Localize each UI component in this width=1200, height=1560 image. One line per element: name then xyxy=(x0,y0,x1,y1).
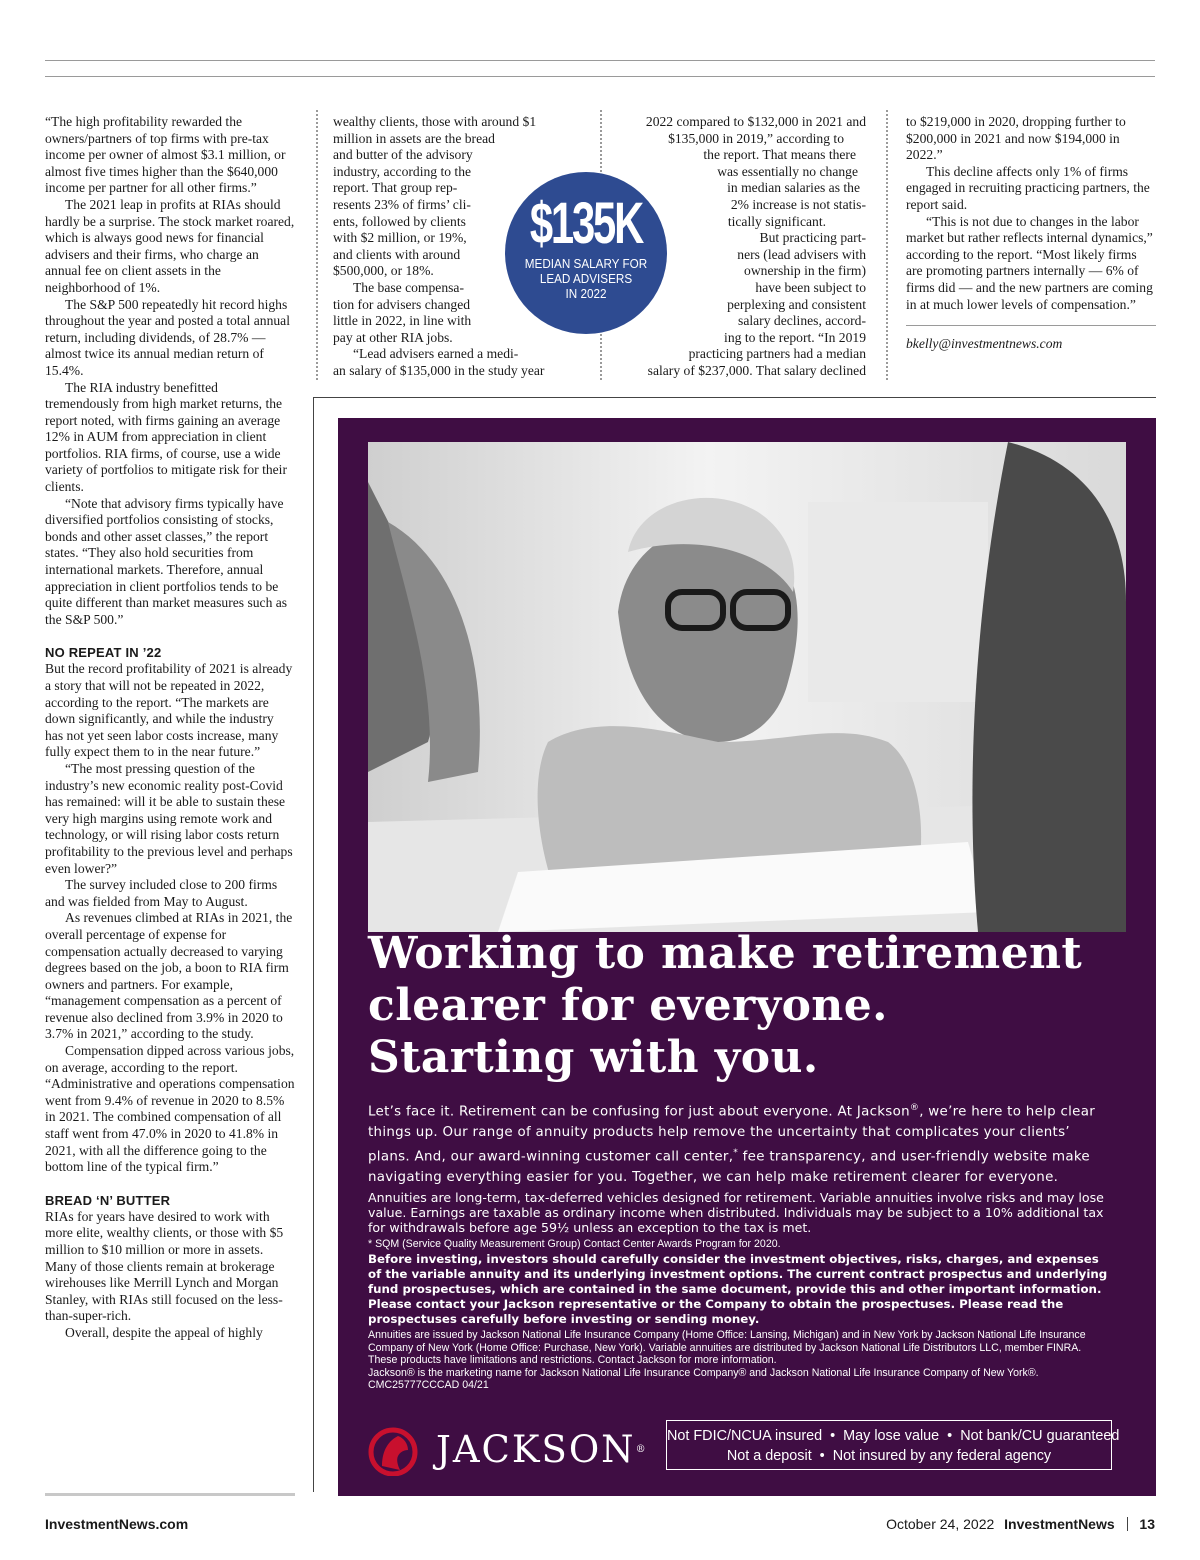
text-line: with $2 million, or 19%, xyxy=(333,230,467,246)
badge-caption: IN 2022 xyxy=(565,286,607,301)
registered-mark: ® xyxy=(909,1103,920,1113)
ad-body-text: fee transparency, and user-friendly website make navigating everything easier for you. Together, we can help make retirement clearer for everyone. xyxy=(368,1149,1090,1186)
advertisement-photo xyxy=(368,442,1126,932)
paragraph: Overall, despite the appeal of highly xyxy=(65,1324,263,1340)
footer-separator xyxy=(1127,1517,1128,1531)
page-number: 13 xyxy=(1139,1516,1155,1532)
paragraph: This decline affects only 1% of firms engaged in recruiting practicing partners, the report said. xyxy=(906,163,1150,212)
article-column-4 xyxy=(906,114,1156,353)
text-line: and butter of the advisory xyxy=(333,147,473,163)
disclosure-text: Annuities are long-term, tax-deferred vehicles designed for retirement. Variable annuities involve risks and may lose value. Earnings are taxable as ordinary income when distributed. Individuals may be subject to a 10% additional tax for withdrawals before age 59½ unless an exception to the tax is met. xyxy=(368,1190,1104,1236)
ad-headline-line: Working to make retirement xyxy=(368,928,1083,979)
paragraph: As revenues climbed at RIAs in 2021, the overall percentage of expense for compensation actually decreased to varying degrees based on the job, a boon to RIA firm owners and partners. For example, “management compensation as a percent of revenue also declined from 3.9% in 2020 to 3.7% in 2021,” according to the study. xyxy=(45,910,293,1042)
section-heading: NO REPEAT IN ’22 xyxy=(45,645,162,661)
text-line: have been subject to xyxy=(755,279,866,295)
brand-name-text: JACKSON xyxy=(436,1428,636,1471)
jackson-advertisement[interactable] xyxy=(338,418,1156,1496)
paragraph: The survey included close to 200 firms and was fielded from May to August. xyxy=(45,877,278,909)
text-line: salary declines, accord- xyxy=(738,313,866,329)
text-line: million in assets are the bread xyxy=(333,130,495,146)
insurance-notice-line: Not FDIC/NCUA insured • May lose value • Not bank/CU guaranteed xyxy=(667,1428,1120,1444)
jackson-logo[interactable] xyxy=(368,1426,668,1476)
text-line: ownership in the firm) xyxy=(744,263,866,279)
column-divider xyxy=(886,110,888,380)
fine-print: Jackson® is the marketing name for Jackson National Life Insurance Company® and Jackson National Life Insurance Company of New York®. xyxy=(368,1366,1039,1379)
insurance-notice-line: Not a deposit • Not insured by any federal agency xyxy=(726,1448,1052,1464)
ad-headline-line: clearer for everyone. xyxy=(368,980,888,1031)
text-line: tically significant. xyxy=(727,213,826,229)
text-line: industry, according to the xyxy=(333,163,472,179)
ad-disclosures xyxy=(368,1190,1108,1392)
advisor-photo-illustration xyxy=(368,442,1126,932)
badge-caption: MEDIAN SALARY FOR xyxy=(524,256,648,271)
paragraph: The 2021 leap in profits at RIAs should hardly be a surprise. The stock market roared, which is always good news for financial advisers and their firms, who charge an annual fee on client assets in the neighborhood of 1%. xyxy=(45,196,295,295)
ad-code: CMC25777CCCAD 04/21 xyxy=(368,1379,489,1392)
top-rule-2 xyxy=(45,76,1155,77)
text-line: perplexing and consistent xyxy=(727,296,866,312)
paragraph: The S&P 500 repeatedly hit record highs throughout the year and posted a total annual return, including dividends, of 28.7% — almost twice its annual median return of 15.4%. xyxy=(45,296,290,378)
ad-frame-left xyxy=(313,397,314,1492)
text-line: the report. That means there xyxy=(703,147,856,163)
ad-frame-top xyxy=(313,397,1156,398)
top-rule-1 xyxy=(45,60,1155,61)
footnote-marker: * xyxy=(733,1148,739,1159)
text-line: in median salaries as the xyxy=(727,180,860,196)
horse-head-icon xyxy=(368,1426,422,1476)
column-divider xyxy=(316,110,318,380)
text-line: practicing partners had a median xyxy=(688,346,866,362)
column-bottom-bar xyxy=(45,1493,295,1496)
paragraph: “The most pressing question of the industry’s new economic reality post-Covid has remained: will it be able to sustain these very high margins using remote work and technology, or will rising labor costs return profitability to the previous level and perhaps even lower?” xyxy=(45,760,293,876)
text-line: salary of $237,000. That salary declined xyxy=(647,362,866,378)
text-line: tion for advisers changed xyxy=(333,296,471,312)
paragraph: “The high profitability rewarded the owners/partners of top firms with pre-tax income per owner of almost $3.1 million, or almost five times higher than the $640,000 income per partner for all other firms.” xyxy=(45,114,286,196)
insurance-notice-box xyxy=(666,1420,1120,1470)
footer-publication: InvestmentNews xyxy=(1004,1516,1115,1532)
article-column-3 xyxy=(612,114,866,380)
paragraph: “This is not due to changes in the labor market but rather reflects internal dynamics,” according to the report. “Most likely firms are promoting partners internally — 6% of firms did — and the new partners are coming in at much lower levels of compensation.” xyxy=(906,213,1153,312)
ad-body-copy xyxy=(368,1098,1108,1189)
ad-headline-line: Starting with you. xyxy=(368,1032,819,1083)
paragraph: Compensation dipped across various jobs, on average, according to the report. “Administrative and operations compensation went from 9.4% of revenue in 2020 to 8.5% in 2021. The combined compensation of all staff went from 47.0% in 2020 to 41.8% in 2021, with all the difference going to the bottom line of the typical firm.” xyxy=(45,1043,295,1175)
article-column-1 xyxy=(45,114,295,1342)
text-line: was essentially no change xyxy=(717,163,858,179)
text-line: report. That group rep- xyxy=(333,180,458,196)
text-line: $500,000, or 18%. xyxy=(333,263,434,279)
badge-value: $135K xyxy=(529,191,643,256)
ad-headline xyxy=(368,928,1128,1084)
text-line: pay at other RIA jobs. xyxy=(333,329,453,345)
footer-date: October 24, 2022 xyxy=(886,1516,995,1532)
text-line: The base compensa- xyxy=(353,279,464,295)
ad-body-text: Let’s face it. Retirement can be confusing for just about everyone. At Jackson xyxy=(368,1104,910,1120)
text-line: ners (lead advisers with xyxy=(737,246,866,262)
paragraph: “Note that advisory firms typically have diversified portfolios consisting of stocks, bonds and other asset classes,” the report states. “They also hold securities from international markets. Therefore, annual appreciation in client portfolios tends to be quite different than market measures such as the S&P 500.” xyxy=(45,495,288,627)
author-email[interactable]: bkelly@investmentnews.com xyxy=(906,336,1063,352)
ad-body-text: , we’re here to help clear things up. Our range of annuity products help remove the uncertainty that complicates your clients’ plans. And, our award-winning customer call center, xyxy=(368,1104,1096,1165)
footer-site[interactable]: InvestmentNews.com xyxy=(45,1516,189,1532)
text-line: an salary of $135,000 in the study year xyxy=(333,362,545,378)
paragraph: The RIA industry benefitted tremendously from high market returns, the report noted, with firms gaining an average 12% in AUM from appreciation in client portfolios. RIA firms, of course, use a wide variety of portfolios to mitigate risk for their clients. xyxy=(45,379,287,495)
text-line: “Lead advisers earned a medi- xyxy=(353,346,519,362)
text-line: ents, followed by clients xyxy=(333,213,466,229)
text-line: ing to the report. “In 2019 xyxy=(724,329,866,345)
prospectus-notice: Before investing, investors should carefully consider the investment objectives, risks, charges, and expenses of the variable annuity and its underlying investment options. The current contract prospectus and underlying fund prospectuses, which are contained in the same document, provide this and other important information. Please contact your Jackson representative or the Company to obtain the prospectuses. Please read the prospectuses carefully before investing or sending money. xyxy=(368,1252,1108,1327)
footer-issue xyxy=(886,1516,1155,1532)
signature-divider xyxy=(906,325,1156,326)
paragraph: RIAs for years have desired to work with more elite, wealthy clients, or those with $5 million to $10 million or more in assets. Many of those clients remain at brokerage wirehouses like Merrill Lynch and Morgan Stanley, with RIAs still focused on the less-than-super-rich. xyxy=(45,1208,284,1324)
paragraph: to $219,000 in 2020, dropping further to $200,000 in 2021 and now $194,000 in 2022.” xyxy=(906,114,1126,163)
footnote-text: * SQM (Service Quality Measurement Group) Contact Center Awards Program for 2020. xyxy=(368,1237,781,1250)
text-line: But practicing part- xyxy=(759,230,866,246)
text-line: $135,000 in 2019,” according to xyxy=(668,130,844,146)
fine-print: Annuities are issued by Jackson National Life Insurance Company (Home Office: Lansing, Michigan) and in New York by Jackson National Life Insurance Company of New York (Home Office: Purchase, New York). Variable annuities are distributed by Jackson National Life Distributors LLC, member FINRA. These products have limitations and restrictions. Contact Jackson for more information. xyxy=(368,1329,1086,1367)
text-line: little in 2022, in line with xyxy=(333,313,472,329)
text-line: 2022 compared to $132,000 in 2021 and xyxy=(645,114,866,129)
section-heading: BREAD ‘N’ BUTTER xyxy=(45,1192,171,1208)
registered-mark: ® xyxy=(635,1444,648,1455)
text-line: wealthy clients, those with around $1 xyxy=(333,114,537,129)
prospectus-notice-text: Before investing, investors should carefully consider the investment objectives, risks, charges, and expenses of the variable annuity and its underlying investment options. The current contract prospectus and underlying fund prospectuses, which are contained in the same document, provide this and other important information. Please contact your Jackson representative or the Company to obtain the prospectuses. Please read the prospectuses carefully before investing or sending money xyxy=(368,1252,1108,1327)
brand-name xyxy=(436,1426,648,1474)
text-line: resents 23% of firms’ cli- xyxy=(333,196,471,212)
paragraph: But the record profitability of 2021 is already a story that will not be repeated in 2022, according to the report. “The markets are down significantly, and while the industry has not yet seen labor costs increase, many fully expect them to in the near future.” xyxy=(45,661,293,760)
text-line: 2% increase is not statis- xyxy=(730,196,866,212)
text-line: and clients with around xyxy=(333,246,461,262)
badge-caption: LEAD ADVISERS xyxy=(539,271,633,286)
